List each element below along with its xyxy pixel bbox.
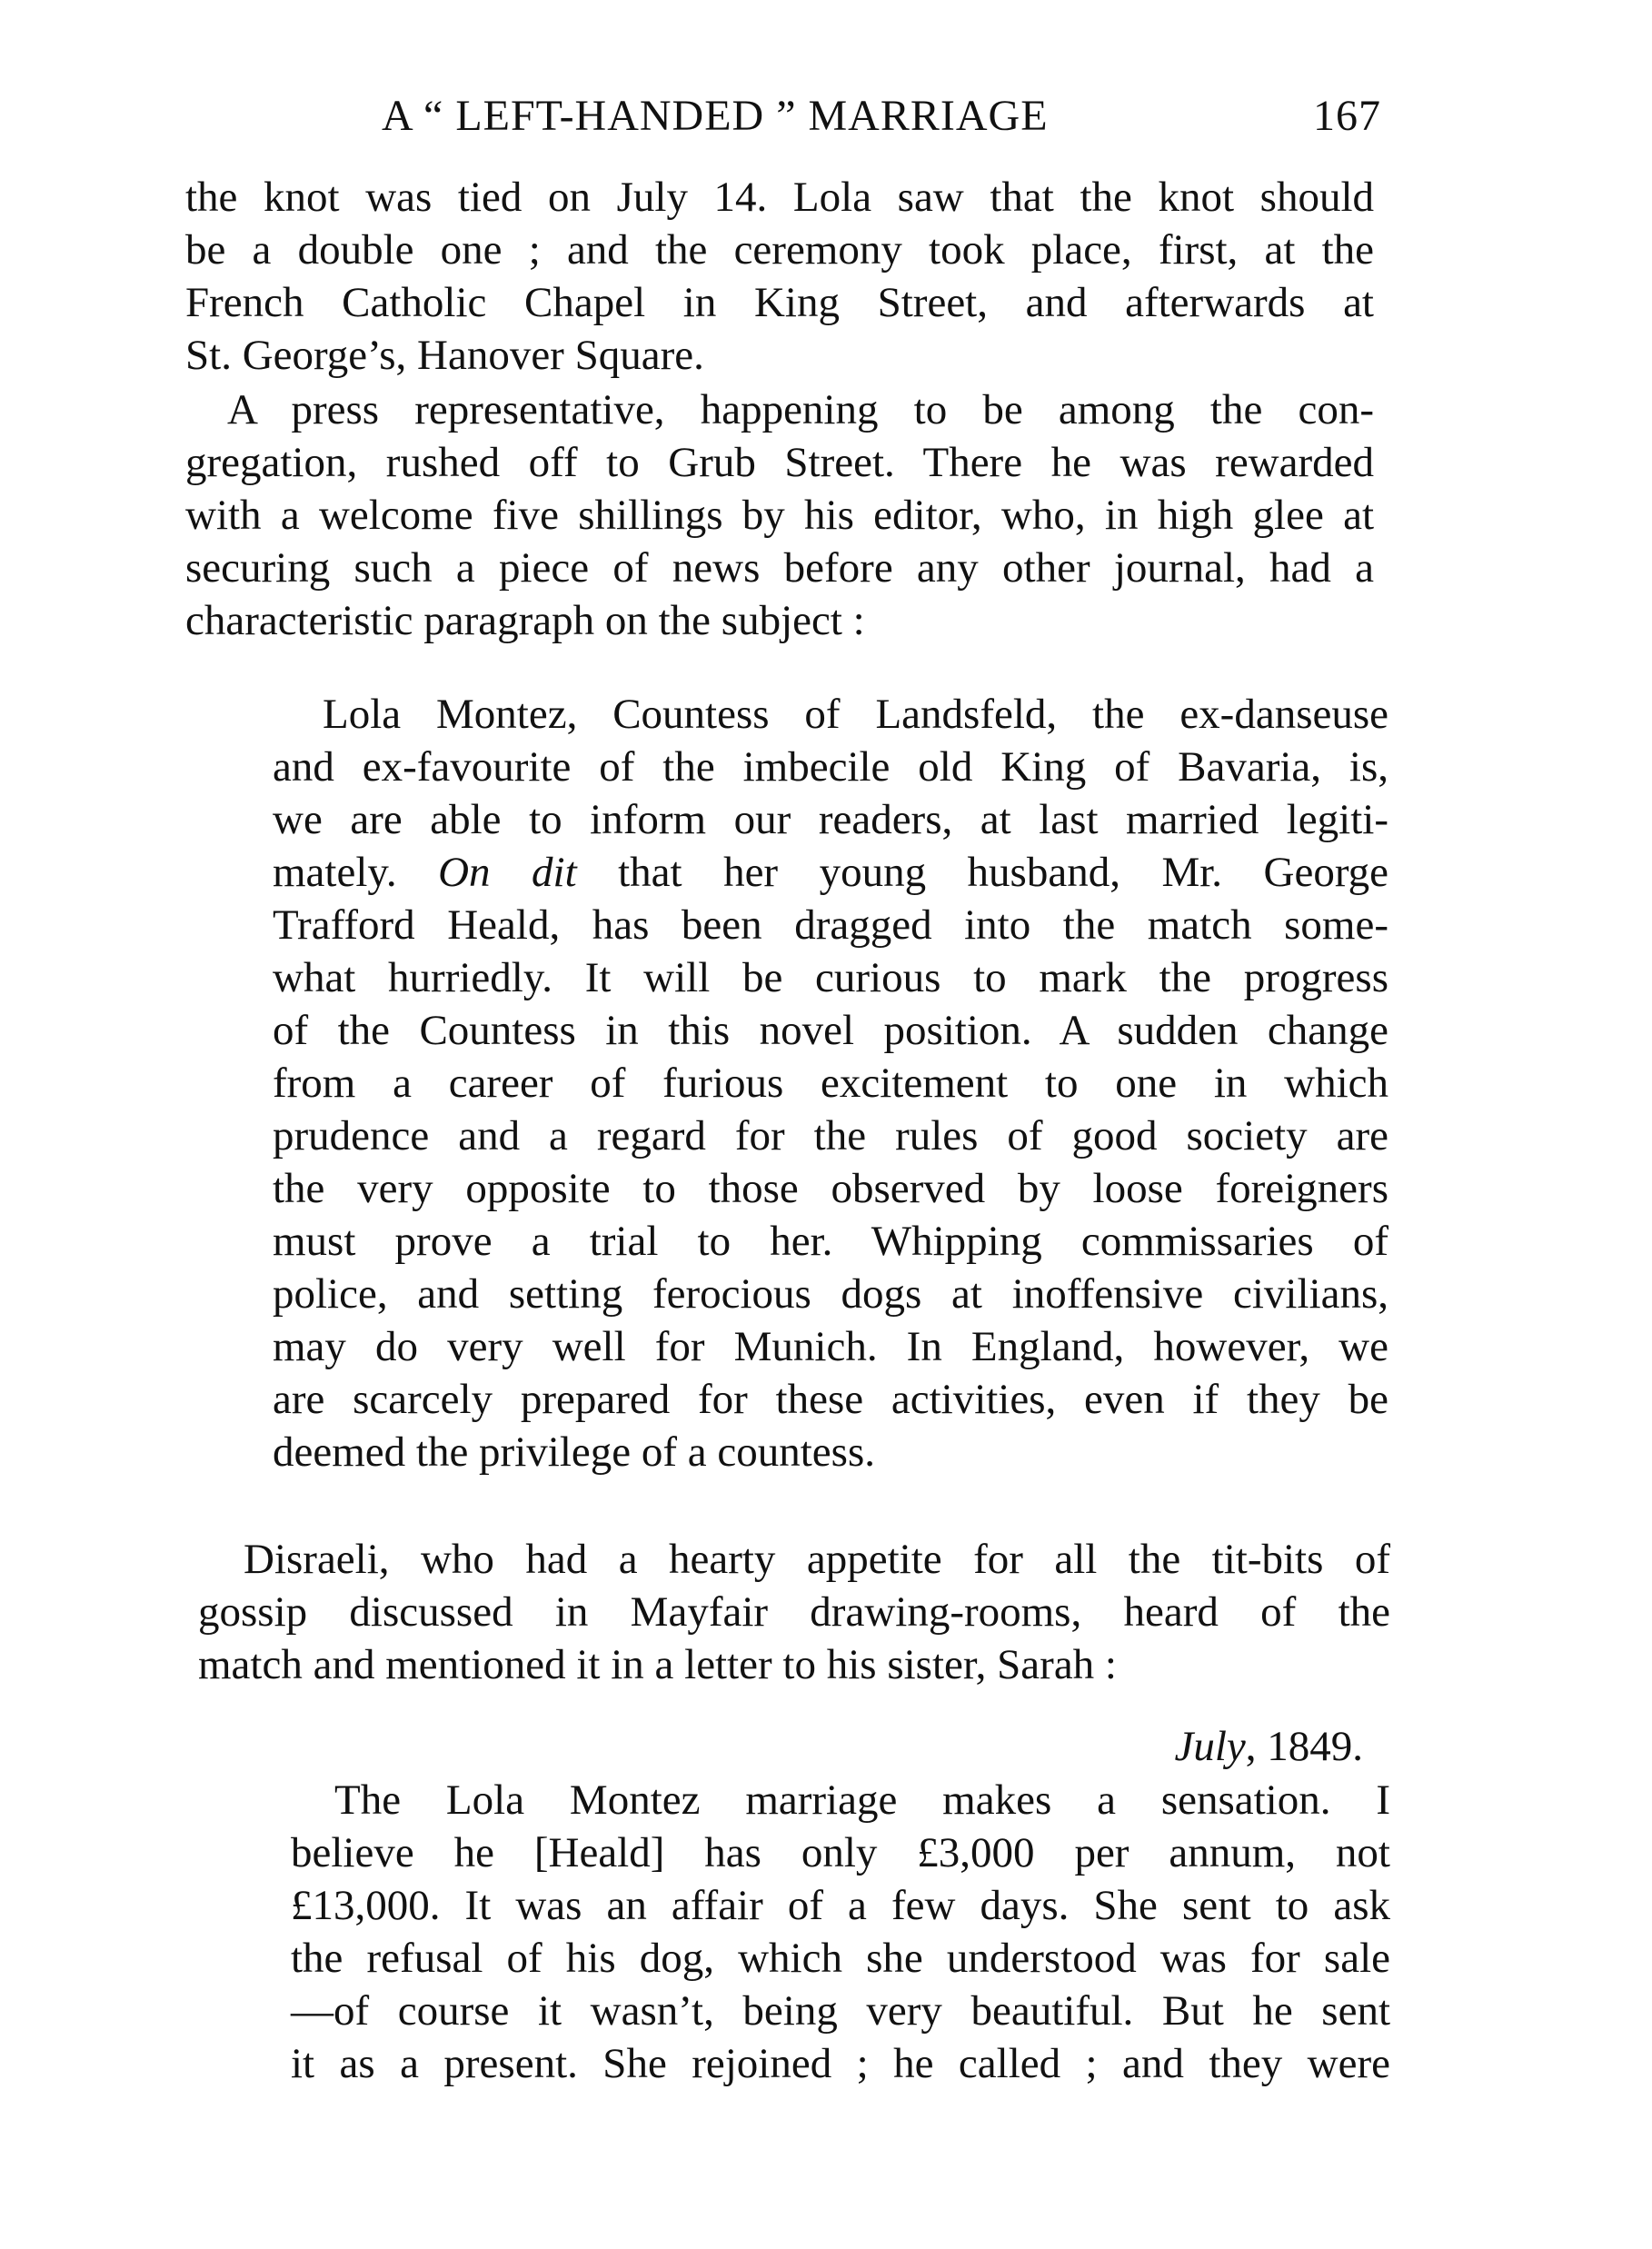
quote-line: Trafford Heald, has been dragged into the match some-: [273, 901, 1388, 949]
quote-text: mately.: [273, 849, 439, 896]
letter-line: —of course it wasn’t, being very beautiful. But he sent: [291, 1987, 1390, 2035]
paragraph-line: securing such a piece of news before any other journal, had a: [185, 544, 1374, 592]
quote-text: that her young husband, Mr. George: [576, 849, 1388, 896]
quote-line: are scarcely prepared for these activities, even if they be: [273, 1376, 1388, 1423]
page-number: 167: [1313, 92, 1381, 140]
paragraph-line: gossip discussed in Mayfair drawing-rooms, heard of the: [198, 1588, 1390, 1636]
paragraph-line: Disraeli, who had a hearty appetite for all the tit-bits of: [244, 1536, 1390, 1583]
letter-line: £13,000. It was an affair of a few days. She sent to ask: [291, 1882, 1390, 1929]
quote-line: from a career of furious excitement to one in which: [273, 1060, 1388, 1107]
paragraph-line: St. George’s, Hanover Square.: [185, 332, 704, 379]
paragraph-line: match and mentioned it in a letter to his sister, Sarah :: [198, 1641, 1117, 1688]
paragraph-line: be a double one ; and the ceremony took place, first, at the: [185, 226, 1374, 274]
quote-line: we are able to inform our readers, at last married legiti-: [273, 796, 1388, 843]
quote-line: prudence and a regard for the rules of good society are: [273, 1112, 1388, 1159]
quote-line: of the Countess in this novel position. A sudden change: [273, 1007, 1388, 1054]
letter-line: The Lola Montez marriage makes a sensation. I: [334, 1776, 1390, 1824]
paragraph-line: A press representative, happening to be among the con-: [227, 386, 1374, 433]
date-year: , 1849.: [1245, 1723, 1363, 1770]
letter-line: the refusal of his dog, which she understood was for sale: [291, 1935, 1390, 1982]
quote-line: and ex-favourite of the imbecile old King of Bavaria, is,: [273, 743, 1388, 791]
quote-line: what hurriedly. It will be curious to mark the progress: [273, 954, 1388, 1001]
quote-line: deemed the privilege of a countess.: [273, 1428, 875, 1476]
quote-line: the very opposite to those observed by loose foreigners: [273, 1165, 1388, 1212]
quote-line: Lola Montez, Countess of Landsfeld, the ex-danseuse: [323, 691, 1388, 738]
running-head: [382, 91, 1381, 154]
paragraph-line: characteristic paragraph on the subject :: [185, 597, 865, 644]
paragraph-line: the knot was tied on July 14. Lola saw that the knot should: [185, 174, 1374, 221]
quote-line: may do very well for Munich. In England, however, we: [273, 1323, 1388, 1370]
italic-phrase: On dit: [438, 849, 577, 896]
quote-line: [273, 846, 1388, 899]
letter-line: believe he [Heald] has only £3,000 per annum, not: [291, 1829, 1390, 1876]
paragraph-line: French Catholic Chapel in King Street, and afterwards at: [185, 279, 1374, 326]
chapter-title: A “ LEFT-HANDED ” MARRIAGE: [382, 92, 1049, 140]
letter-line: it as a present. She rejoined ; he called ; and they were: [291, 2040, 1390, 2087]
paragraph-line: gregation, rushed off to Grub Street. There he was rewarded: [185, 439, 1374, 486]
quote-line: police, and setting ferocious dogs at inoffensive civilians,: [273, 1270, 1388, 1318]
paragraph-line: with a welcome five shillings by his editor, who, in high glee at: [185, 492, 1374, 539]
letter-date: [1000, 1720, 1363, 1773]
quote-line: must prove a trial to her. Whipping commissaries of: [273, 1218, 1388, 1265]
date-month: July: [1174, 1723, 1246, 1770]
